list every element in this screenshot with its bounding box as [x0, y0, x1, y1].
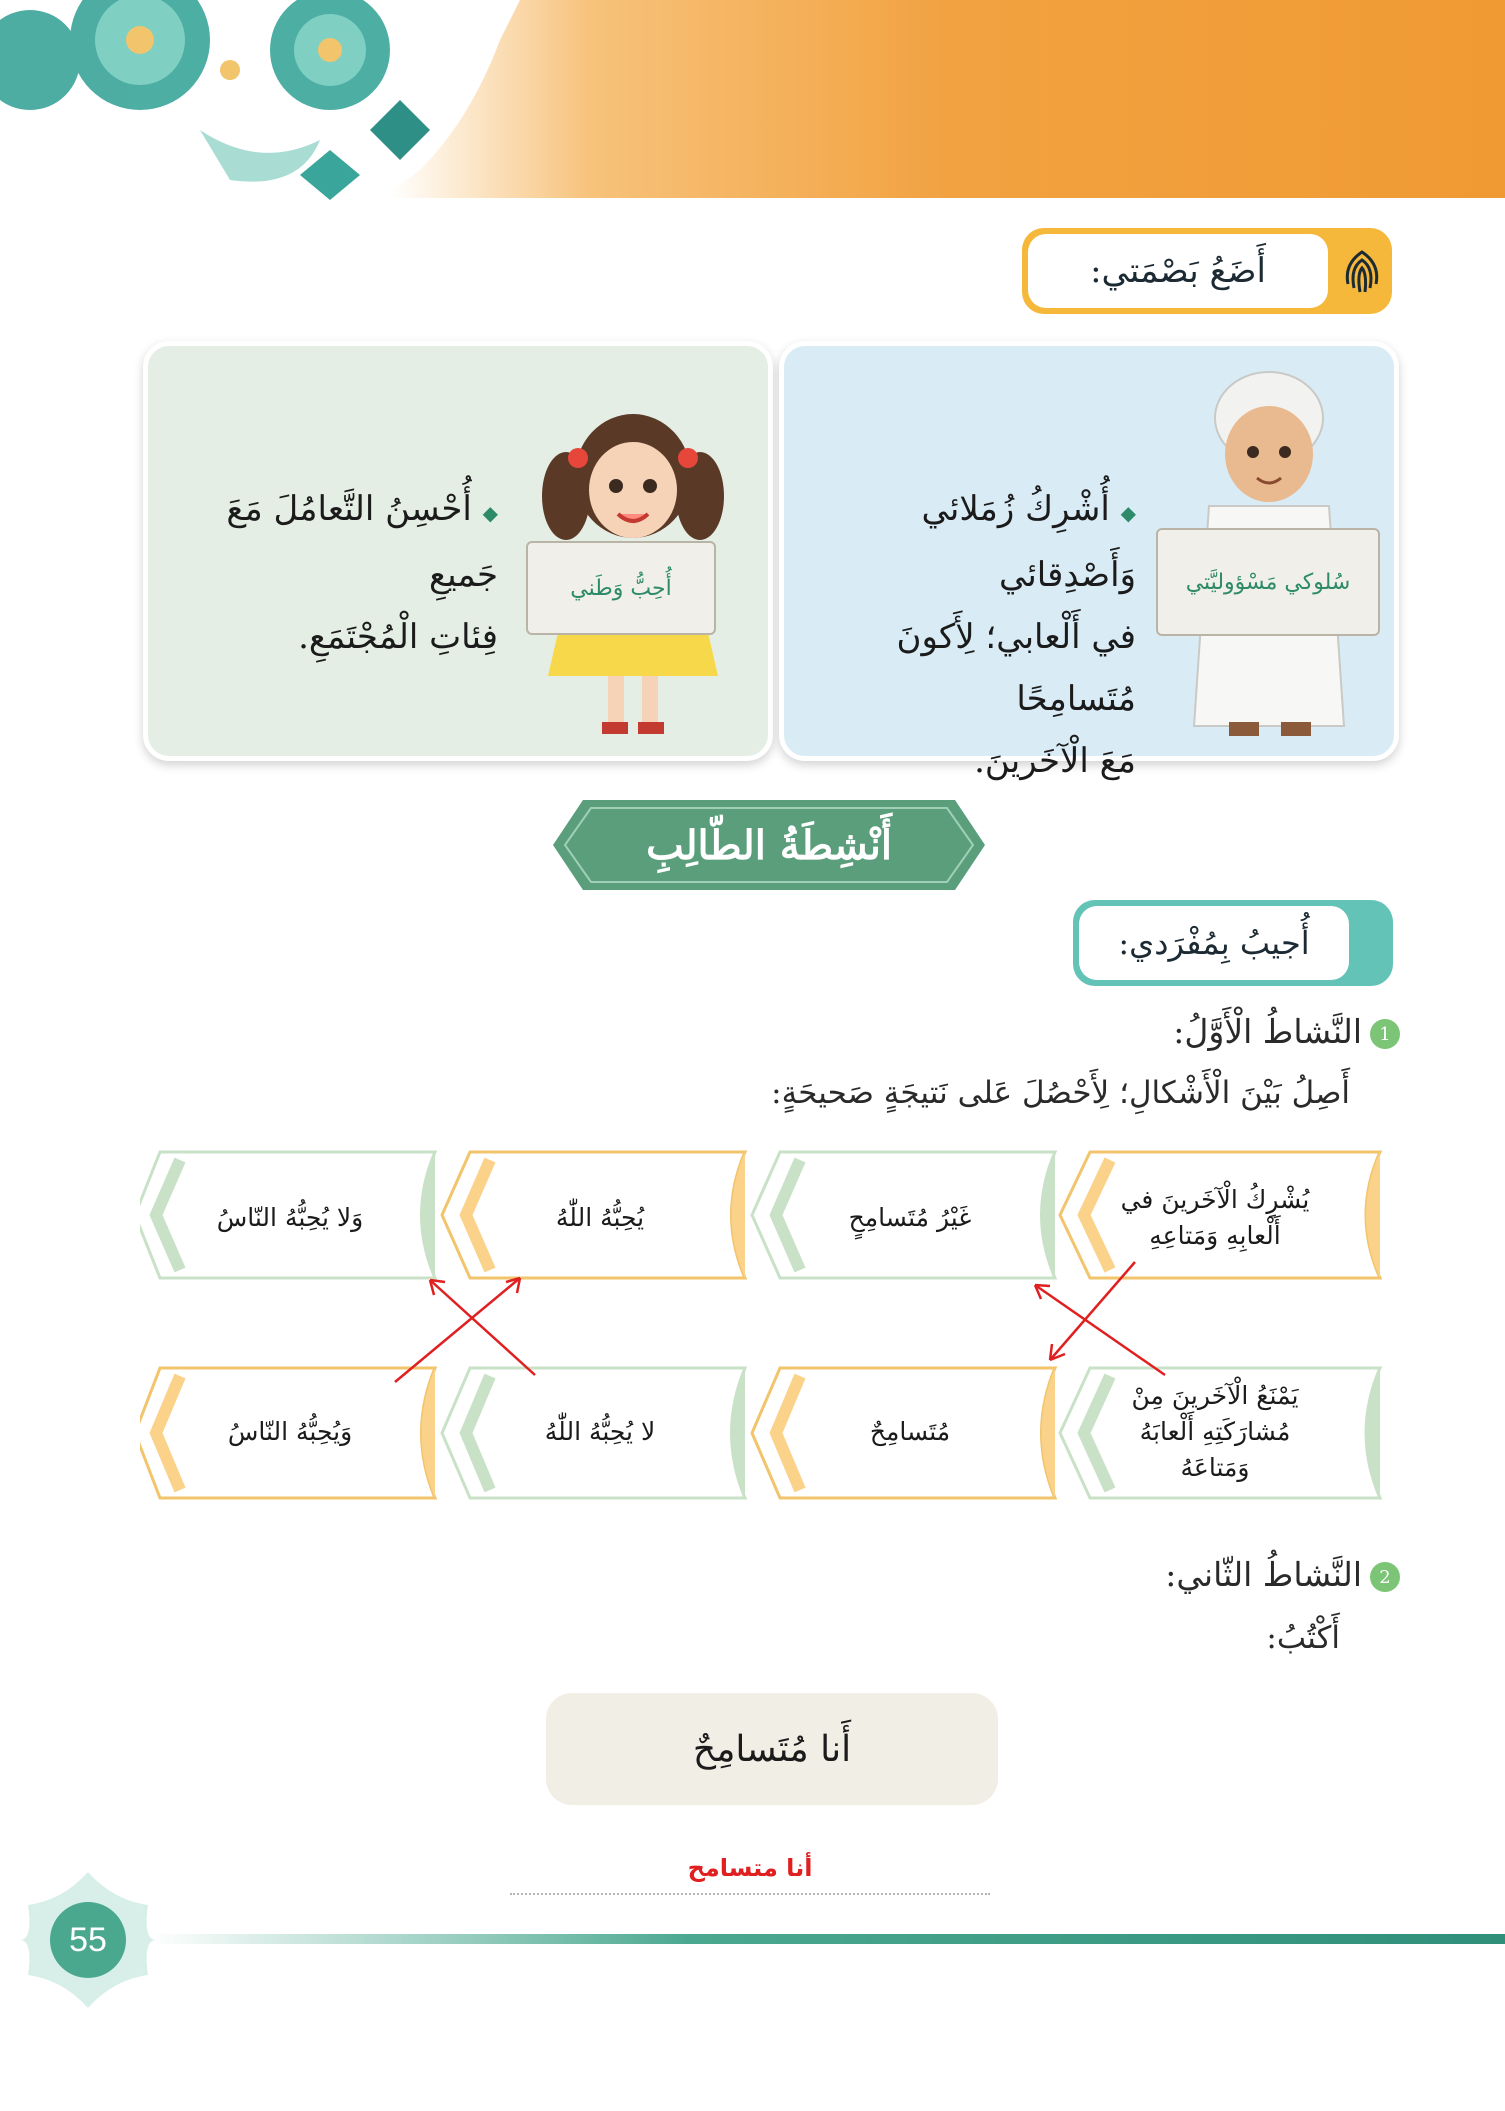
sign-love-homeland: أُحِبُّ وَطَني	[526, 541, 716, 635]
answer-alone-label: أُجيبُ بِمُفْرَدي:	[1079, 906, 1349, 980]
card-left-text: ◆ أُحْسِنُ التَّعامُلَ مَعَ جَميعِ فِئاتِ الْمُجْتَمَعِ.	[158, 478, 498, 668]
card-left	[143, 341, 773, 761]
activity2-title	[900, 1555, 1400, 1594]
row2-item-3: لا يُحِبُّهُ اللّٰهُ	[544, 1417, 656, 1446]
header-band	[390, 0, 1505, 198]
card-right-line1: أُشْرِكُ زُمَلائي وَأَصْدِقائي	[921, 489, 1136, 595]
activity2-instruction: أَكْتُبُ:	[1266, 1620, 1340, 1656]
row1-item-4: وَلا يُحِبُّهُ النّاسُ	[216, 1203, 364, 1232]
activity1-number: 1	[1370, 1019, 1400, 1049]
banner-title: أَنْشِطَةُ الطّالِبِ	[646, 821, 892, 869]
section-title-badge	[1022, 228, 1392, 314]
answer-line[interactable]: أنا متسامح	[510, 1843, 990, 1895]
row2-item-1: يَمْنَعُ الْآخَرينَ مِنْ مُشارَكَتِهِ أَلْعابَهُ وَمَتاعَهُ	[1131, 1381, 1299, 1482]
activity1-title-text: النَّشاطُ الْأَوَّلُ:	[1173, 1012, 1362, 1051]
card-left-line2: فِئاتِ الْمُجْتَمَعِ.	[298, 617, 498, 657]
page-number: 55	[69, 1920, 107, 1959]
section-title: أَضَعُ بَصْمَتي:	[1028, 234, 1328, 308]
card-left-line1: أُحْسِنُ التَّعامُلَ مَعَ جَميعِ	[226, 489, 498, 595]
write-prompt-box: أَنا مُتَسامِحٌ	[546, 1693, 998, 1805]
row2-item-4: وَيُحِبُّهُ النّاسُ	[227, 1417, 353, 1446]
footer-line	[150, 1934, 1505, 1944]
card-right-line2: في أَلْعابي؛ لِأَكونَ مُتَسامِحًا	[896, 617, 1136, 719]
card-right-line3: مَعَ الْآخَرينَ.	[974, 741, 1136, 781]
islamic-ornament	[0, 0, 520, 240]
activity2-title-text: النَّشاطُ الثّاني:	[1165, 1555, 1362, 1594]
connector-arrows	[395, 1262, 1165, 1382]
row1-item-3: يُحِبُّهُ اللّٰهُ	[555, 1203, 645, 1232]
fingerprint-icon	[1340, 244, 1384, 298]
sign-my-behavior: سُلوكي مَسْؤوليَّتي	[1156, 528, 1380, 636]
answer-alone-badge	[1073, 900, 1393, 986]
row2-item-2: مُتَسامِحٌ	[869, 1417, 951, 1446]
row1-item-1: يُشْرِكُ الْآخَرينَ في أَلْعابِهِ وَمَتاعِهِ	[1120, 1185, 1310, 1250]
card-right-text: ◆ أُشْرِكُ زُمَلائي وَأَصْدِقائي في أَلْعابي؛ لِأَكونَ مُتَسامِحًا مَعَ الْآخَرينَ.	[794, 478, 1136, 792]
activity1-instruction: أَصِلُ بَيْنَ الْأَشْكالِ؛ لِأَحْصُلَ عَلى نَتيجَةٍ صَحيحَةٍ:	[771, 1075, 1350, 1111]
card-right	[779, 341, 1399, 781]
activity2-number: 2	[1370, 1562, 1400, 1592]
row1-item-2: غَيْرُ مُتَسامِحٍ	[848, 1203, 972, 1232]
activity1-title	[900, 1012, 1400, 1051]
student-activities-banner	[553, 800, 985, 890]
